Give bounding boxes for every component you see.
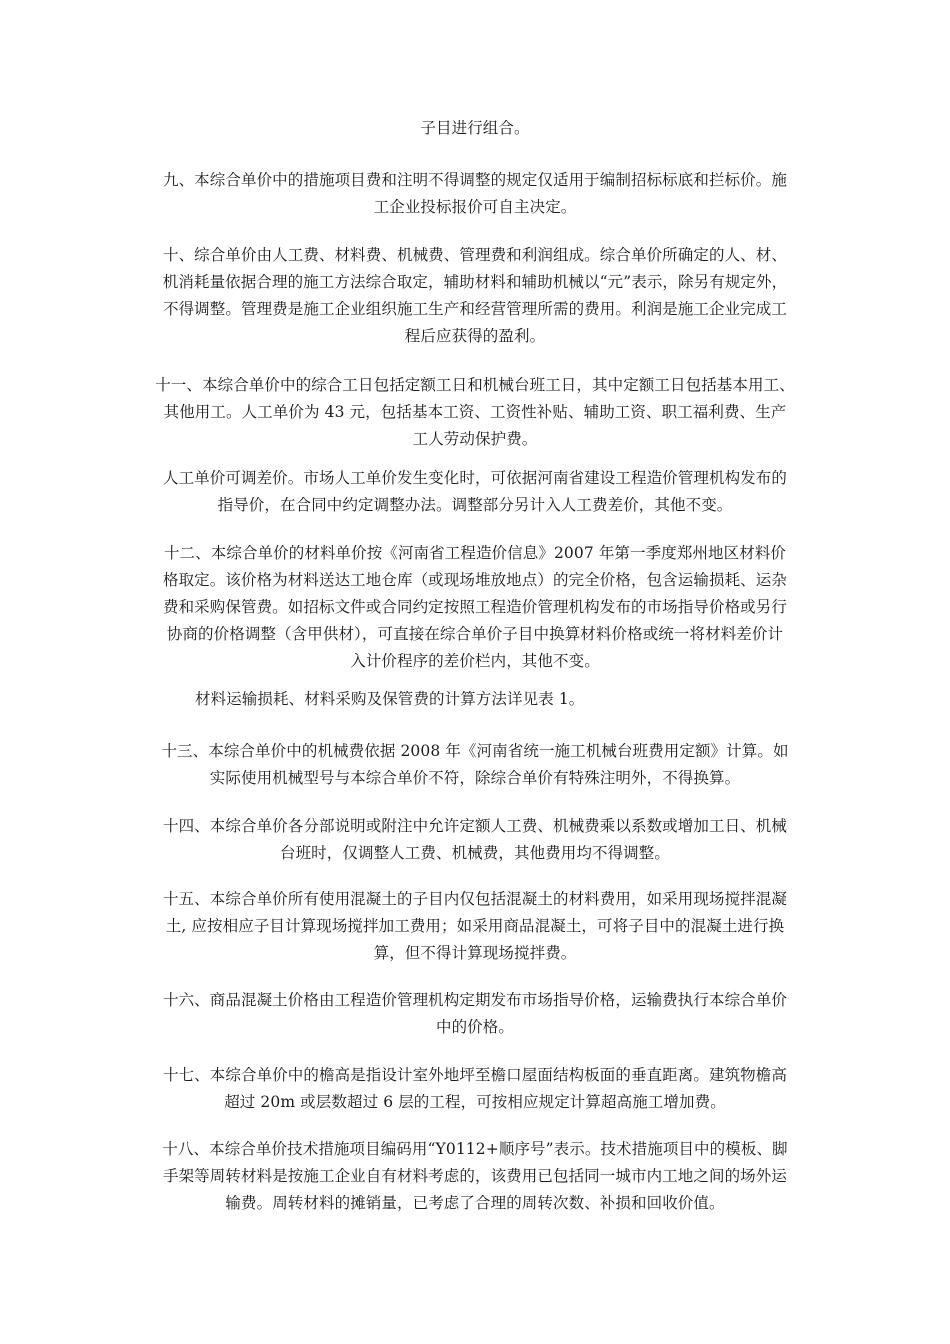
paragraph-clause-16: 十六、商品混凝土价格由工程造价管理机构定期发布市场指导价格，运输费执行本综合单价 中的价格。	[162, 991, 787, 1036]
paragraph-clause-14: 十四、本综合单价各分部说明或附注中允许定额人工费、机械费乘以系数或增加工日、机械 台班时，仅调整人工费、机械费，其他费用均不得调整。	[162, 817, 787, 862]
paragraph-continuation: 子目进行组合。	[420, 119, 530, 137]
paragraph-clause-12: 十二、本综合单价的材料单价按《河南省工程造价信息》2007 年第一季度郑州地区材料价 格取定。该价格为材料送达工地仓库（或现场堆放地点）的完全价格，包含运输损耗、运杂 费和采购保管费。如招标文件或合同约定按照工程造价管理机构发布的市场指导价格或另行 协商的价格调整（含甲供材），可直接在综合单价子目中换算材料价格或统一将材料差价计 入计价程序的差价栏内，其他不变。	[162, 544, 787, 670]
paragraph-clause-17: 十七、本综合单价中的檐高是指设计室外地坪至檐口屋面结构板面的垂直距离。建筑物檐高 超过 20m 或层数超过 6 层的工程，可按相应规定计算超高施工增加费。	[162, 1066, 787, 1111]
paragraph-clause-15: 十五、本综合单价所有使用混凝土的子目内仅包括混凝土的材料费用，如采用现场搅拌混凝 土, 应按相应子目计算现场搅拌加工费用；如采用商品混凝土，可将子目中的混凝土进行换 算，但不得计算现场搅拌费。	[162, 890, 787, 962]
paragraph-material-cost-note: 材料运输损耗、材料采购及保管费的计算方法详见表 1。	[195, 690, 585, 708]
paragraph-clause-18: 十八、本综合单价技术措施项目编码用“Y0112+顺序号”表示。技术措施项目中的模板、脚 手架等周转材料是按施工企业自有材料考虑的，该费用已包括同一城市内工地之间的场外运 输费。周转材料的摊销量，已考虑了合理的周转次数、补损和回收价值。	[162, 1140, 788, 1212]
paragraph-clause-13: 十三、本综合单价中的机械费依据 2008 年《河南省统一施工机械台班费用定额》计算。如 实际使用机械型号与本综合单价不符，除综合单价有特殊注明外，不得换算。	[161, 742, 789, 787]
paragraph-clause-9: 九、本综合单价中的措施项目费和注明不得调整的规定仅适用于编制招标标底和拦标价。施 工企业投标报价可自主决定。	[162, 171, 787, 216]
paragraph-clause-11: 十一、本综合单价中的综合工日包括定额工日和机械台班工日，其中定额工日包括基本用工、 其他用工。人工单价为 43 元，包括基本工资、工资性补贴、辅助工资、职工福利费、生产 工人劳动保护费。	[155, 376, 795, 448]
paragraph-clause-10: 十、综合单价由人工费、材料费、机械费、管理费和利润组成。综合单价所确定的人、材、 机消耗量依据合理的施工方法综合取定，辅助材料和辅助机械以“元”表示，除另有规定外， 不得调整。管理费是施工企业组织施工生产和经营管理所需的费用。利润是施工企业完成工 程后应获得的盈利。	[162, 246, 788, 345]
paragraph-labor-price-note: 人工单价可调差价。市场人工单价发生变化时，可依据河南省建设工程造价管理机构发布的 指导价，在合同中约定调整办法。调整部分另计入人工费差价，其他不变。	[162, 469, 787, 514]
